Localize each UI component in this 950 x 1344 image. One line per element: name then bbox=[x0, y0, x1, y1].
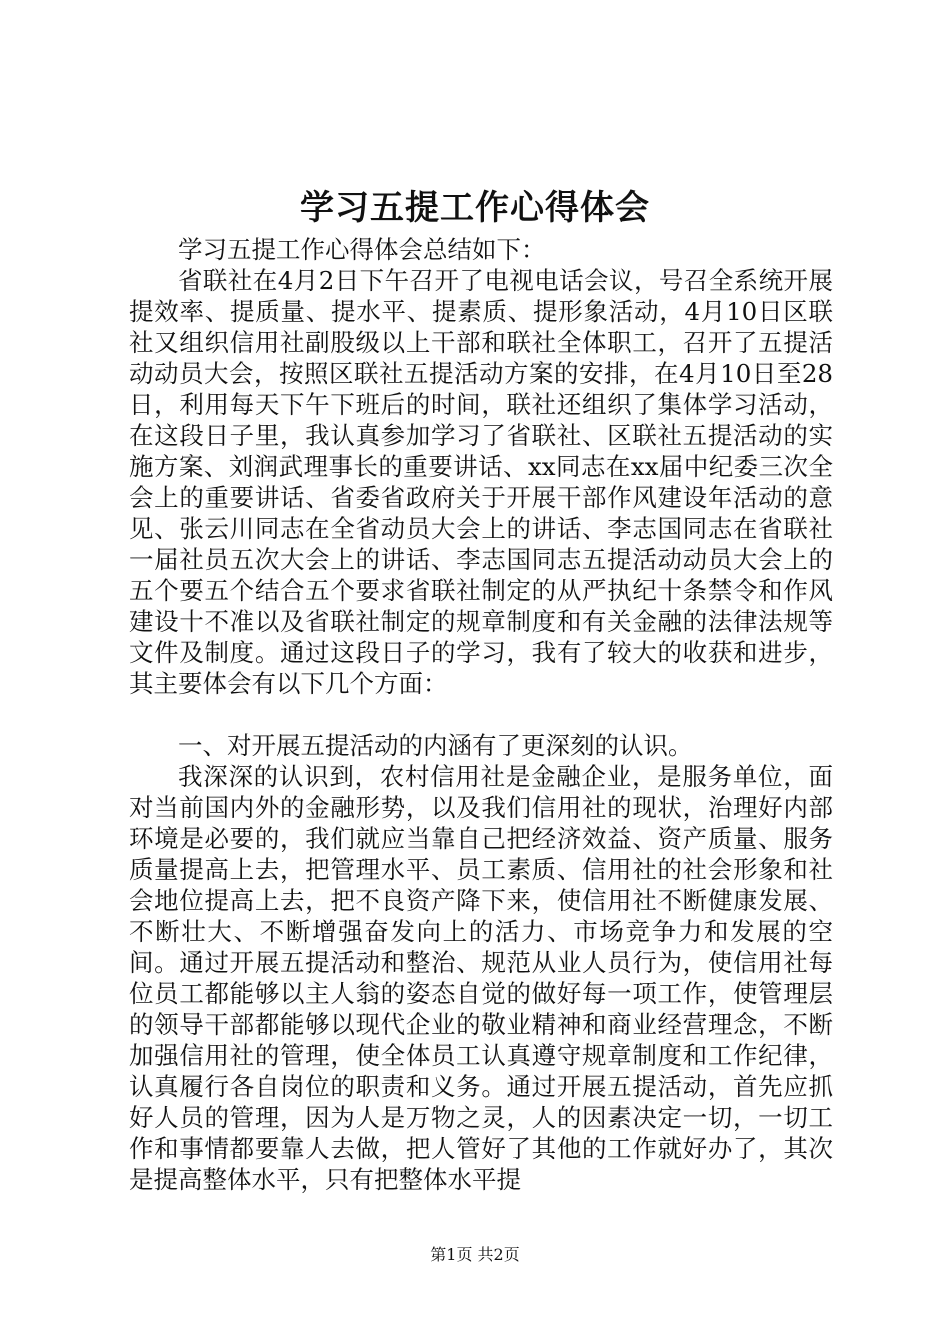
section-1-paragraph: 我深深的认识到，农村信用社是金融企业，是服务单位，面对当前国内外的金融形势，以及我们信用社的现状，治理好内部环境是必要的，我们就应当靠自己把经济效益、资产质量、服务质量提高上去，把管理水平、员工素质、信用社的社会形象和社会地位提高上去，把不良资产降下来，使信用社不断健康发展、不断壮大、不断增强奋发向上的活力、市场竞争力和发展的空间。通过开展五提活动和整治、规范从业人员行为，使信用社每位员工都能够以主人翁的姿态自觉的做好每一项工作，使管理层的领导干部都能够以现代企业的敬业精神和商业经营理念，不断加强信用社的管理，使全体员工认真遵守规章制度和工作纪律，认真履行各自岗位的职责和义务。通过开展五提活动，首先应抓好人员的管理，因为人是万物之灵，人的因素决定一切，一切工作和事情都要靠人去做，把人管好了其他的工作就好办了，其次是提高整体水平，只有把整体水平提 bbox=[129, 762, 833, 1194]
paragraph-spacer bbox=[129, 699, 833, 730]
background-paragraph: 省联社在4月2日下午召开了电视电话会议，号召全系统开展提效率、提质量、提水平、提素质、提形象活动，4月10日区联社又组织信用社副股级以上干部和联社全体职工，召开了五提活动动员大会，按照区联社五提活动方案的安排，在4月10日至28日，利用每天下午下班后的时间，联社还组织了集体学习活动，在这段日子里，我认真参加学习了省联社、区联社五提活动的实施方案、刘润武理事长的重要讲话、xx同志在xx届中纪委三次全会上的重要讲话、省委省政府关于开展干部作风建设年活动的意见、张云川同志在全省动员大会上的讲话、李志国同志在省联社一届社员五次大会上的讲话、李志国同志五提活动动员大会上的五个要五个结合五个要求省联社制定的从严执纪十条禁令和作风建设十不准以及省联社制定的规章制度和有关金融的法律法规等文件及制度。通过这段日子的学习，我有了较大的收获和进步，其主要体会有以下几个方面： bbox=[129, 266, 833, 698]
intro-paragraph: 学习五提工作心得体会总结如下： bbox=[178, 235, 546, 264]
section-heading-1: 一、对开展五提活动的内涵有了更深刻的认识。 bbox=[178, 731, 693, 760]
page-footer: 第1页 共2页 bbox=[430, 1245, 520, 1264]
document-title: 学习五提工作心得体会 bbox=[300, 188, 650, 228]
document-body bbox=[129, 234, 833, 1195]
